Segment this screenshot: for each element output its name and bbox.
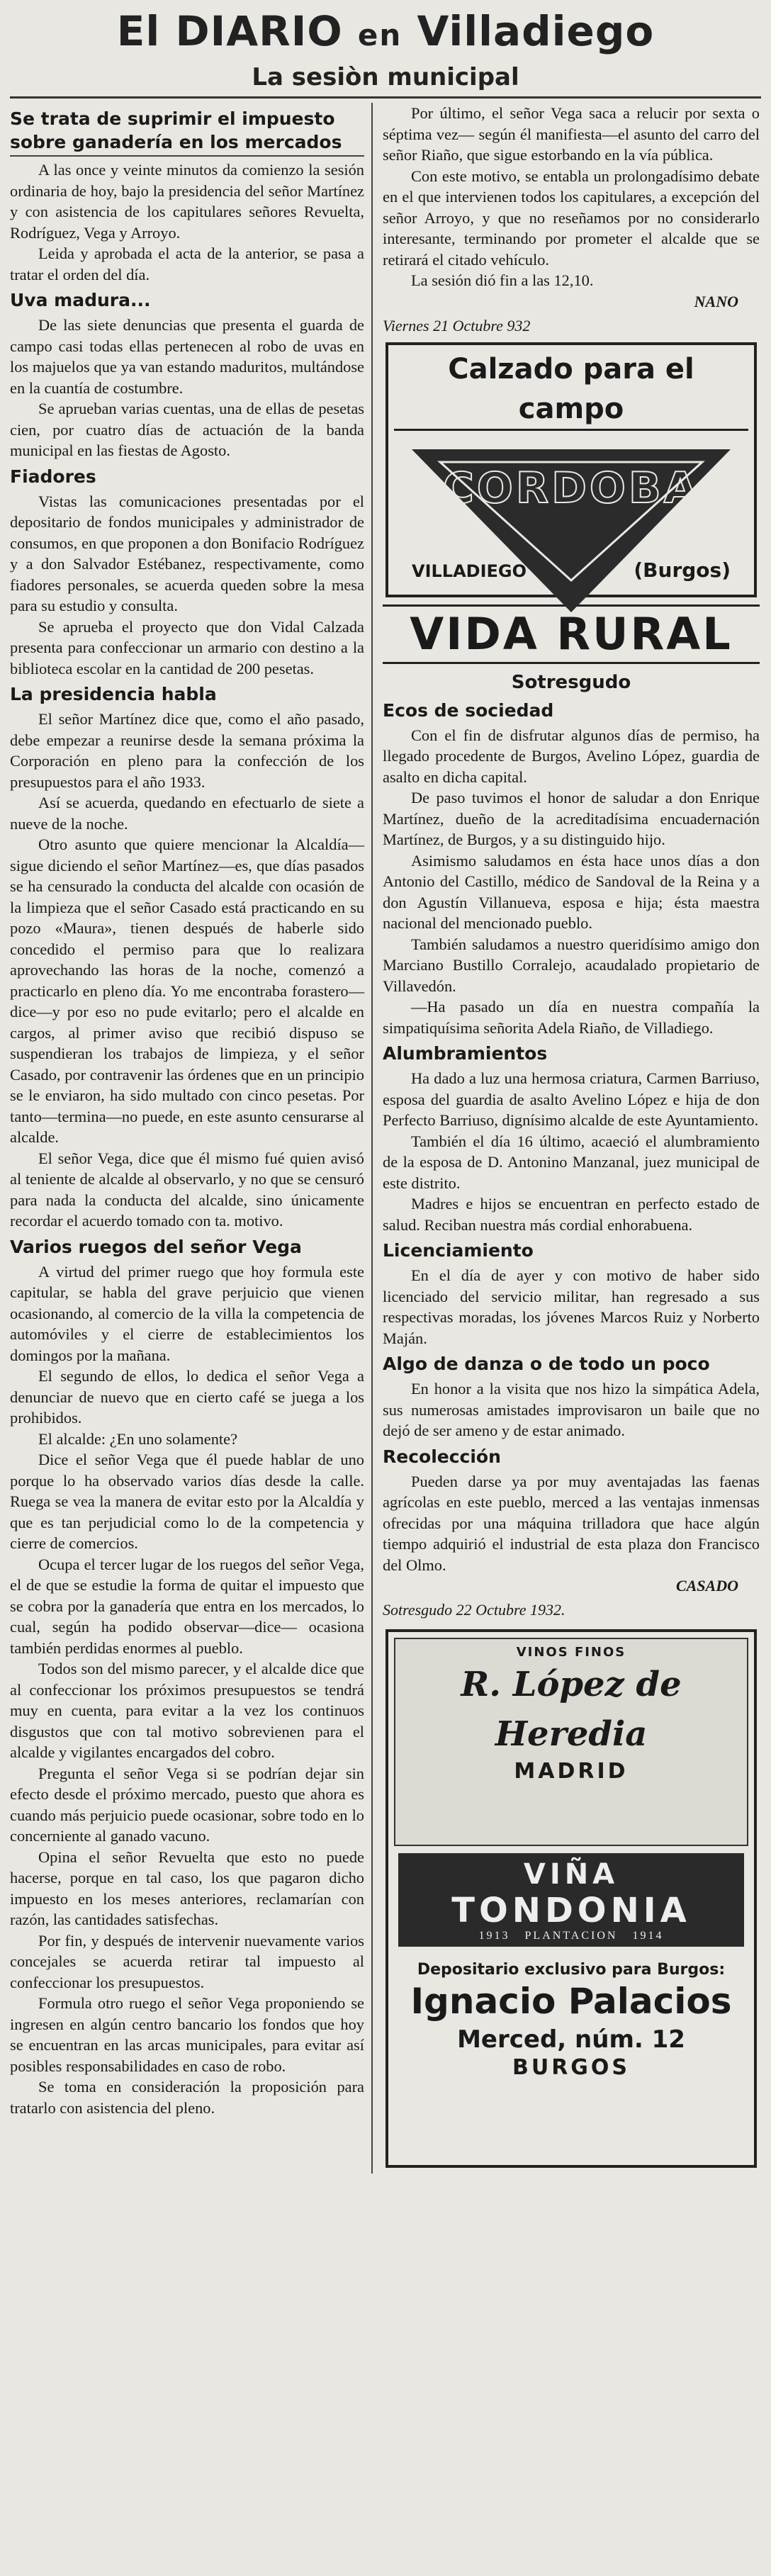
paragraph: Madres e hijos se encuentran en perfecto estado de salud. Reciban nuestra más cordial enhorabuena. <box>383 1195 760 1234</box>
paragraph: Ha dado a luz una hermosa criatura, Carmen Barriuso, esposa del guardia de asalto Avelino López e hija de don Perfecto Barriuso, dignísimo alcalde de este Ayuntamiento. <box>383 1069 760 1129</box>
paragraph: Otro asunto que quiere mencionar la Alcaldía—sigue diciendo el señor Martínez—es, que días pasados se ha censurado la conducta del alcalde con ocasión de la limpieza que el señor Casado está practicando en su pozo «Maura», tienen después de haberle sido concedido el permiso para que lo realizara aprovechando las horas de la noche, comenzó a practicarlo en pleno día. Yo me encontraba forastero—dice—y por eso no pude evitarlo; pero el alcalde en cargos, al primer aviso que recibió dispuso se suspendieran los trabajos de limpieza, y el señor Casado, por contravenir las órdenes que en un principio se le enviaron, ha sido multado con cinco pesetas. Por tanto—termina—no puede, en este asunto censurarse al alcalde. <box>10 836 364 1146</box>
heading-uva-madura: Uva madura... <box>10 290 151 310</box>
body-recoleccion <box>383 1471 760 1576</box>
paragraph: Leida y aprobada el acta de la anterior, se pasa a tratar el orden del día. <box>10 244 364 283</box>
paragraph: Vistas las comunicaciones presentadas por el depositario de fondos municipales y administrador de consumos, en que proponen a don Bonifacio Rodríguez y a don Salvador Estébanez, respectivamente, como fiadores personales, se acuerda queden sobre la mesa para su estudio y consulta. <box>10 492 364 614</box>
paragraph: Ocupa el tercer lugar de los ruegos del señor Vega, el de que se estudie la forma de quitar el impuesto que se cobra por la ganadería que entra en los mercados, lo cual, según ha podido observar—dice— ocasiona también perdidas enormes al pueblo. <box>10 1555 364 1657</box>
paragraph: Con este motivo, se entabla un prolongadísimo debate en el que intervienen todos los capitulares, a excepción del señor Arroyo, y que no reseñamos por no considerarlo interesante, terminando por prometer el alcalde que se retirará el citado vehículo. <box>383 167 760 269</box>
body-ecos <box>383 725 760 1039</box>
paragraph: El señor Martínez dice que, como el año pasado, debe empezar a reunirse desde la semana próxima la Corporación en pleno para la confección de los presupuestos para el año 1933. <box>10 710 364 791</box>
body-fiadores <box>10 491 364 680</box>
paragraph: Por último, el señor Vega saca a relucir por sexta o séptima vez— según él manifiesta—el asunto del carro del señor Riaño, que sigue estorbando en la vía pública. <box>383 104 760 164</box>
body-alumbramientos <box>383 1068 760 1235</box>
paragraph: A las once y veinte minutos da comienzo la sesión ordinaria de hoy, bajo la presidencia del señor Martínez y con asistencia de los capitulares señores Revuelta, Rodríguez, Vega y Arroyo. <box>10 161 364 242</box>
heading-recoleccion: Recolección <box>383 1446 501 1467</box>
heading-licenciamiento: Licenciamiento <box>383 1240 534 1261</box>
paragraph: Formula otro ruego el señor Vega proponiendo se ingresen en algún centro bancario los fondos que hoy se encuentran en las arcas municipales, para evitar así posibles responsabilidades en caso de robo. <box>10 1994 364 2075</box>
paragraph: Pueden darse ya por muy aventajadas las faenas agrícolas en este pueblo, merced a las ventajas inmensas ofrecidas por una máquina trilladora que hace algún tiempo adquirió el industrial de esta plaza don Francisco del Olmo. <box>383 1472 760 1574</box>
body-danza <box>383 1378 760 1441</box>
vina-tondonia-block <box>398 1853 744 1947</box>
paragraph: Pregunta el señor Vega si se podrían dejar sin efecto desde el próximo mercado, puesto que ahora es cuando más perjuicio puede ocasionar, sobre todo en lo concerniente al ganado vacuno. <box>10 1764 364 1845</box>
paragraph: —Ha pasado un día en nuestra compañía la simpatiquísima señorita Adela Riaño, de Villadiego. <box>383 998 760 1037</box>
heading-danza: Algo de danza o de todo un poco <box>383 1354 710 1374</box>
signature-nano: NANO <box>694 292 738 310</box>
paragraph: Se toma en consideración la proposición para tratarlo con asistencia del pleno. <box>10 2078 364 2117</box>
session-conclusion <box>383 103 760 291</box>
masthead <box>10 6 761 61</box>
lead-body <box>10 159 364 285</box>
body-ruegos <box>10 1261 364 2119</box>
ad-dealer-name: Ignacio Palacios <box>410 1981 732 2022</box>
ad-dealer-city: BURGOS <box>512 2055 631 2080</box>
paragraph: El alcalde: ¿En uno solamente? <box>38 1429 238 1448</box>
signature-casado: CASADO <box>675 1577 738 1594</box>
paragraph: Por fin, y después de intervenir nuevamente varios concejales se acuerda retirar tal impuesto al confeccionar los presupuestos. <box>10 1931 364 1991</box>
paragraph: Se aprueba el proyecto que don Vidal Calzada presenta para confeccionar un armario con destino a la biblioteca escolar en la cantidad de 200 pesetas. <box>10 617 364 677</box>
paragraph: La sesión dió fin a las 12,10. <box>411 271 594 289</box>
paragraph: Con el fin de disfrutar algunos días de permiso, ha llegado procedente de Burgos, Avelino López, guardia de asalto en dicha capital. <box>383 726 760 786</box>
paragraph: De las siete denuncias que presenta el guarda de campo casi todas ellas pertenecen al robo de uvas en los majuelos que ya van estando maduritos, multándose en la cuantía de costumbre. <box>10 316 364 397</box>
masthead-title: El DIARIO <box>116 7 343 55</box>
paragraph: En honor a la visita que nos hizo la simpática Adela, sus numerosas amistades improvisaron un baile que no dejó de ser ameno y de estar animado. <box>383 1380 760 1439</box>
paragraph: El segundo de ellos, lo dedica el señor Vega a denunciar de nuevo que en cierto café se juega a los prohibidos. <box>10 1367 364 1427</box>
ad-depositario: Depositario exclusivo para Burgos: <box>417 1961 726 1979</box>
paragraph: Asimismo saludamos en ésta hace unos días a don Antonio del Castillo, médico de Sandoval de la Reina y a don Agustín Villanueva, esposa e hija; ésta maestra nacional del mencionado pueblo. <box>383 851 760 932</box>
heading-ecos: Ecos de sociedad <box>383 699 554 721</box>
paragraph: Opina el señor Revuelta que esto no puede hacerse, porque en tal caso, los que pagaron dicho impuesto en los meses anteriores, reclamarían con razón, las cantidades satisfechas. <box>10 1847 364 1928</box>
paragraph: También saludamos a nuestro queridísimo amigo don Marciano Bustillo Corralejo, acaudalado propietario de Villavedón. <box>383 935 760 995</box>
paragraph: Todos son del mismo parecer, y el alcalde dice que al confeccionar los próximos presupuestos se tendrá muy en cuenta, para evitar a la vez los continuos disgustos que con tal motivo sobrevienen para el alcalde y vigilantes encargados del cobro. <box>10 1660 364 1761</box>
ad-maker-logo: R. López de Heredia <box>461 1665 682 1754</box>
ad-vina: VIÑA <box>523 1858 619 1891</box>
paragraph: De paso tuvimos el honor de saludar a don Enrique Martínez, dueño de la acreditadísima encuadernación Martínez, de Burgos, y a su distinguido hijo. <box>383 789 760 848</box>
ad-calzado-title: Calzado para el campo <box>394 349 748 431</box>
heading-presidencia: La presidencia habla <box>10 684 217 704</box>
lead-headline: Se trata de suprimir el impuesto sobre ganadería en los mercados <box>10 107 364 157</box>
left-column <box>10 103 373 2173</box>
heading-fiadores: Fiadores <box>10 466 96 487</box>
paragraph: Así se acuerda, quedando en efectuarlo de siete a nueve de la noche. <box>10 794 364 833</box>
dateline-sotresgudo: Sotresgudo 22 Octubre 1932. <box>383 1601 565 1619</box>
body-uva-madura <box>10 315 364 461</box>
ad-vina-tondonia <box>386 1629 757 2168</box>
body-presidencia <box>10 709 364 1232</box>
ad-tondonia: TONDONIA <box>451 1891 691 1930</box>
ad-madrid: MADRID <box>514 1759 629 1784</box>
section-subhead: La sesiòn municipal <box>10 61 761 99</box>
paragraph: También el día 16 último, acaeció el alumbramiento de la esposa de D. Antonino Manzanal, juez municipal de este distrito. <box>383 1132 760 1192</box>
ad-plantacion: PLANTACION <box>524 1930 618 1942</box>
ad-vinos-finos: VINOS FINOS <box>516 1645 626 1660</box>
ad-calzado-brand: CORDOBA <box>442 463 700 513</box>
ad-calzado-province: (Burgos) <box>634 558 731 582</box>
paragraph: En el día de ayer y con motivo de haber sido licenciado del servicio militar, han regresado a sus respectivas moradas, los jóvenes Marcos Ruiz y Norberto Maján. <box>383 1266 760 1347</box>
cordoba-triangle-logo <box>398 435 745 626</box>
ad-plantacion-years <box>398 1930 744 1942</box>
right-column <box>373 103 760 2173</box>
vida-rural-subtitle: Sotresgudo <box>511 671 631 693</box>
body-licenciamiento <box>383 1265 760 1349</box>
masthead-town: Villadiego <box>417 7 655 55</box>
heading-alumbramientos: Alumbramientos <box>383 1043 548 1064</box>
paragraph: Dice el señor Vega que él puede hablar de uno porque lo ha observado varios días desde la calle. Ruega se vea la manera de evitar esto por la Alcaldía y que es tan perjudicial como lo de la competencia y cierre de comercios. <box>10 1451 364 1552</box>
ad-dealer-address: Merced, núm. 12 <box>457 2025 685 2054</box>
ad-year-1914: 1914 <box>632 1930 664 1942</box>
dateline-viernes: Viernes 21 Octubre 932 <box>383 316 531 334</box>
heading-ruegos: Varios ruegos del señor Vega <box>10 1236 302 1257</box>
masthead-connector: en <box>357 18 403 52</box>
vida-rural-title: VIDA RURAL <box>383 604 760 664</box>
paragraph: Se aprueban varias cuentas, una de ellas de pesetas cien, por cuatro días de actuación de la banda municipal en las fiestas de Agosto. <box>10 400 364 459</box>
ad-calzado-town: VILLADIEGO <box>412 561 527 581</box>
ad-year-1913: 1913 <box>478 1930 510 1942</box>
paragraph: El señor Vega, dice que él mismo fué quien avisó al teniente de alcalde al observarlo, y no que se censuró para nada la conducta del alcalde, sino únicamente recordar el acuerdo tomado con ta. motivo. <box>10 1149 364 1230</box>
paragraph: A virtud del primer ruego que hoy formula este capitular, se habla del grave perjuicio que vienen ocasionando, al comercio de la villa la competencia de automóviles y el cierre de establecimientos los domingos por la mañana. <box>10 1262 364 1364</box>
ad-calzado <box>386 342 757 597</box>
wine-label-art <box>394 1638 748 1846</box>
